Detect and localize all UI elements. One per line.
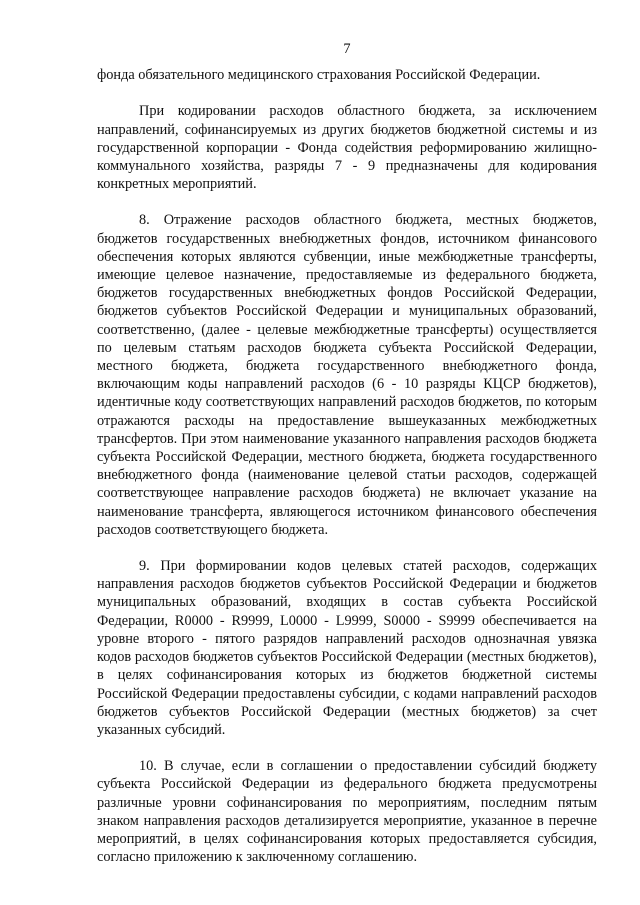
page-number: 7 bbox=[343, 41, 351, 57]
paragraph-item-10: 10. В случае, если в соглашении о предоставлении субсидий бюджету субъекта Российской Федерации из федерального бюджета предусмотрены различные уровни софинансирования по мероприятиям, последним пятым знаком направления расходов детализируется мероприятие, указанное в перечне мероприятий, в целях софинансирования которых предоставляется субсидия, согласно приложению к заключенному соглашению. bbox=[97, 758, 597, 866]
paragraph-continuation: фонда обязательного медицинского страхования Российской Федерации. bbox=[97, 67, 541, 84]
paragraph-coding-regional-budget: При кодировании расходов областного бюджета, за исключением направлений, софинансируемых из других бюджетов бюджетной системы и из государственной корпорации - Фонда содействия реформированию жилищно-коммунального хозяйства, разряды 7 - 9 предназначены для кодирования конкретных мероприятий. bbox=[97, 103, 597, 193]
paragraph-item-8: 8. Отражение расходов областного бюджета, местных бюджетов, бюджетов государственных внебюджетных фондов, источником финансового обеспечения которых являются субвенции, иные межбюджетные трансферты, имеющие целевое назначение, предоставляемые из федерального бюджета, бюджетов государственных внебюджетных фондов Российской Федерации, бюджетов субъектов Российской Федерации и муниципальных образований, соответственно, (далее - целевые межбюджетные трансферты) осуществляется по целевым статьям расходов бюджета субъекта Российской Федерации, местного бюджета, бюджета государственного внебюджетного фонда, включающим коды направлений расходов (6 - 10 разряды КЦСР бюджетов), идентичные коду соответствующих направлений расходов бюджетов, по которым отражаются расходы на предоставление вышеуказанных межбюджетных трансфертов. При этом наименование указанного направления расходов бюджета субъекта Российской Федерации, местного бюджета, бюджета государственного внебюджетного фонда (наименование целевой статьи расходов, содержащей соответствующее направление расходов бюджета) не включает указание на наименование трансферта, являющегося источником финансового обеспечения расходов соответствующего бюджета. bbox=[97, 212, 597, 538]
document-page bbox=[97, 40, 597, 866]
paragraph-item-9: 9. При формировании кодов целевых статей расходов, содержащих направления расходов бюджетов субъектов Российской Федерации и бюджетов муниципальных образований, входящих в состав субъекта Российской Федерации, R0000 - R9999, L0000 - L9999, S0000 - S9999 обеспечивается на уровне второго - пятого разрядов направлений расходов однозначная увязка кодов расходов бюджетов субъектов Российской Федерации (местных бюджетов), в целях софинансирования которых из бюджетов бюджетной системы Российской Федерации предоставлены субсидии, с кодами направлений расходов бюджетов субъектов Российской Федерации (местных бюджетов) за счет указанных субсидий. bbox=[97, 558, 597, 738]
